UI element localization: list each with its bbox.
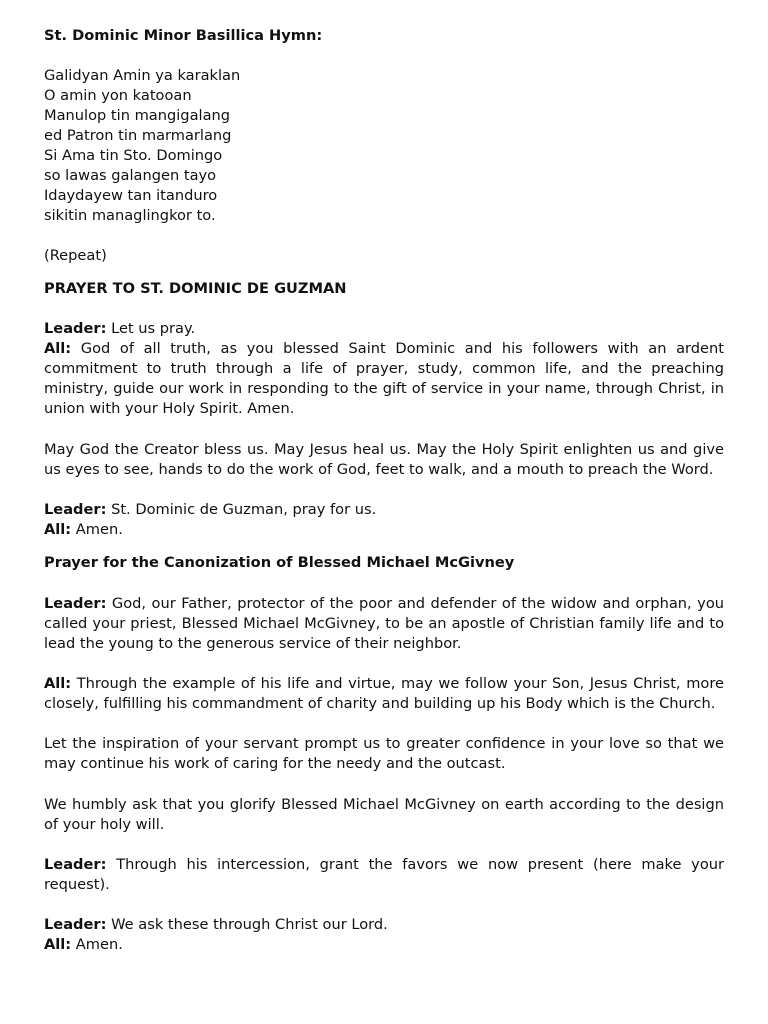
paragraph-text: God, our Father, protector of the poor and defender of the widow and orphan, you called your priest, Blessed Michael McGivney, to be an apostle of Christian family life and to lead the young to the generous service of their neighbor. [44,595,724,652]
prayer-mcgivney-title: Prayer for the Canonization of Blessed Michael McGivney [44,554,515,571]
all-label: All: [44,936,72,953]
hymn-line: so lawas galangen tayo [44,167,217,184]
hymn-line: Manulop tin mangigalang [44,107,231,124]
leader-text: St. Dominic de Guzman, pray for us. [106,501,377,518]
prayer-mcgivney-all-closing [44,935,724,955]
hymn-title: St. Dominic Minor Basillica Hymn: [44,27,323,44]
prayer-dominic-all-line-2 [44,520,724,540]
prayer-dominic-leader-line [44,319,724,339]
paragraph-text: We ask these through Christ our Lord. [106,916,388,933]
prayer-mcgivney-paragraph-1 [44,594,724,654]
all-text: God of all truth, as you blessed Saint Dominic and his followers with an ardent commitment to truth through a life of prayer, study, common life, and the preaching ministry, guide our work in responding to the gift of service in your name, through Christ, in union with your Holy Spirit. Amen. [44,340,724,417]
leader-label: Leader: [44,916,107,933]
paragraph-text: Through his intercession, grant the favors we now present (here make your request). [44,856,724,893]
hymn-line: Idaydayew tan itanduro [44,187,218,204]
prayer-dominic-all-paragraph [44,339,724,419]
hymn-line: Galidyan Amin ya karaklan [44,67,241,84]
leader-label: Leader: [44,856,107,873]
paragraph-text: Amen. [71,936,123,953]
all-label: All: [44,521,72,538]
prayer-dominic-leader-line-2 [44,500,724,520]
hymn-line: O amin yon katooan [44,87,192,104]
leader-label: Leader: [44,595,107,612]
hymn-verse [44,66,724,226]
prayer-mcgivney-paragraph-5 [44,855,724,895]
prayer-mcgivney-leader-closing [44,915,724,935]
leader-label: Leader: [44,320,107,337]
leader-text: Let us pray. [106,320,196,337]
all-label: All: [44,675,72,692]
document-page [44,26,724,955]
hymn-repeat-note: (Repeat) [44,247,107,264]
all-text: Amen. [71,521,123,538]
prayer-dominic-blessing: May God the Creator bless us. May Jesus heal us. May the Holy Spirit enlighten us and give us eyes to see, hands to do the work of God, feet to walk, and a mouth to preach the Word. [44,441,724,478]
prayer-dominic-title: PRAYER TO ST. DOMINIC DE GUZMAN [44,280,347,297]
all-label: All: [44,340,72,357]
prayer-mcgivney-paragraph-4: We humbly ask that you glorify Blessed Michael McGivney on earth according to the design of your holy will. [44,796,724,833]
leader-label: Leader: [44,501,107,518]
hymn-line: Si Ama tin Sto. Domingo [44,147,223,164]
prayer-mcgivney-paragraph-2 [44,674,724,714]
hymn-line: sikitin managlingkor to. [44,207,216,224]
hymn-line: ed Patron tin marmarlang [44,127,232,144]
prayer-mcgivney-paragraph-3: Let the inspiration of your servant prompt us to greater confidence in your love so that we may continue his work of caring for the needy and the outcast. [44,735,724,772]
paragraph-text: Through the example of his life and virtue, may we follow your Son, Jesus Christ, more closely, fulfilling his commandment of charity and building up his Body which is the Church. [44,675,724,712]
